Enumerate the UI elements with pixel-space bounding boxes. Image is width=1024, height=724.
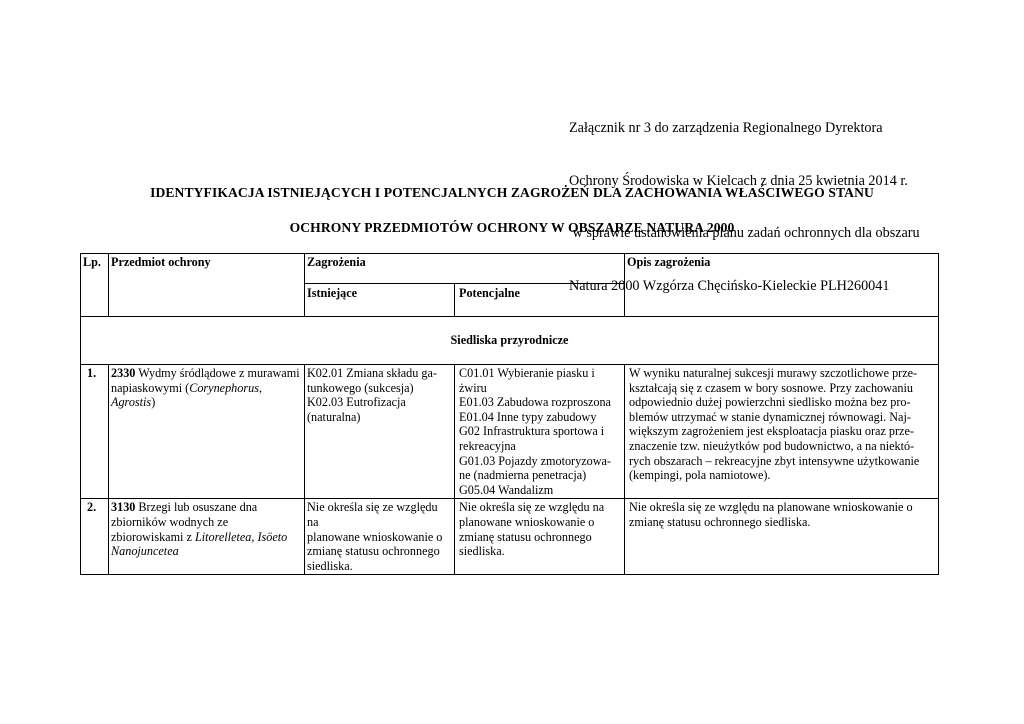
- threats-table: [80, 253, 939, 575]
- header-description: Opis zagrożenia: [625, 254, 939, 317]
- header-line: Ochrony Środowiska w Kielcach z dnia 25 kwietnia 2014 r.: [569, 172, 908, 189]
- description-line: blemów utrzymać w stanie dynamicznej równowagi. Naj-: [629, 409, 911, 424]
- potential-line: zmianę statusu ochronnego: [459, 529, 592, 544]
- table-row: [81, 365, 939, 499]
- description-line: (kempingi, pola namiotowe).: [629, 468, 771, 483]
- potential-line: planowane wnioskowanie o: [459, 514, 595, 529]
- habitat-name: Wydmy śródlądowe z murawami napiaskowymi (: [111, 366, 300, 395]
- header-line: Natura 2000 Wzgórza Chęcińsko-Kieleckie PLH260041: [569, 277, 890, 294]
- potential-line: G01.03 Pojazdy zmotoryzowa-: [459, 453, 611, 468]
- existing-line: K02.01 Zmiana składu ga-: [307, 366, 437, 380]
- existing-line: tunkowego (sukcesja): [307, 380, 414, 395]
- row-description: [625, 365, 939, 499]
- potential-line: C01.01 Wybieranie piasku i: [459, 366, 595, 380]
- potential-line: E01.03 Zabudowa rozproszona: [459, 395, 611, 410]
- header-existing: Istniejące: [305, 284, 455, 317]
- potential-line: rekreacyjna: [459, 438, 516, 453]
- potential-line: G02 Infrastruktura sportowa i: [459, 424, 605, 439]
- section-row: [81, 317, 939, 365]
- table-header-row: [81, 254, 939, 284]
- table-row: [81, 499, 939, 575]
- description-line: znaczenie tzw. nieużytków pod budownictwo, a na niektó-: [629, 438, 915, 453]
- existing-line: zmianę statusu ochronnego: [307, 544, 440, 559]
- habitat-code: 2330: [111, 366, 136, 380]
- habitat-name-latin: Litorelletea, Isöeto Nanojuncetea: [111, 529, 288, 559]
- header-potential: Potencjalne: [455, 284, 625, 317]
- existing-line: K02.03 Eutrofizacja: [307, 395, 406, 410]
- potential-line: G05.04 Wandalizm: [459, 482, 554, 497]
- description-line: kształcają się z czasem w bory sosnowe. Przy zachowaniu: [629, 380, 913, 395]
- row-existing: [305, 499, 455, 575]
- header-line: Załącznik nr 3 do zarządzenia Regionalnego Dyrektora: [569, 120, 883, 136]
- description-line: zmianę statusu ochronnego siedliska.: [629, 514, 811, 529]
- description-line: W wyniku naturalnej sukcesji murawy szczotlichowe prze-: [629, 366, 918, 380]
- row-description: [625, 499, 939, 575]
- document-title-line-1: IDENTYFIKACJA ISTNIEJĄCYCH I POTENCJALNYCH ZAGROŻEŃ DLA ZACHOWANIA WŁAŚCIWEGO STANU: [150, 185, 874, 200]
- potential-line: żwiru: [459, 380, 487, 395]
- row-subject: [109, 365, 305, 499]
- description-line: większym zagrożeniem jest eksploatacja piasku oraz prze-: [629, 424, 914, 439]
- potential-line: ne (nadmierna penetracja): [459, 468, 587, 483]
- row-potential: [455, 499, 625, 575]
- header-line: w sprawie ustanowienia planu zadań ochronnych dla obszaru: [569, 225, 920, 241]
- row-lp: 2.: [81, 499, 109, 575]
- existing-line: planowane wnioskowanie o: [307, 529, 443, 544]
- habitat-code: 3130: [111, 500, 136, 515]
- row-potential: [455, 365, 625, 499]
- existing-line: (naturalna): [307, 409, 361, 424]
- section-title: Siedliska przyrodnicze: [81, 317, 939, 365]
- existing-line: Nie określa się ze względu na: [307, 500, 438, 529]
- habitat-name-latin: Corynephorus, Agrostis: [111, 380, 262, 410]
- header-subject: Przedmiot ochrony: [109, 254, 305, 317]
- habitat-name-end: ): [151, 395, 156, 410]
- row-existing: [305, 365, 455, 499]
- description-line: odpowiednio dużej powierzchni siedlisko można bez pro-: [629, 395, 911, 410]
- document-title-line-2: OCHRONY PRZEDMIOTÓW OCHRONY W OBSZARZE NATURA 2000: [289, 220, 735, 235]
- potential-line: siedliska.: [459, 544, 505, 559]
- potential-line: Nie określa się ze względu na: [459, 500, 605, 515]
- potential-line: E01.04 Inne typy zabudowy: [459, 409, 597, 424]
- existing-line: siedliska.: [307, 558, 353, 573]
- header-threats: Zagrożenia: [305, 254, 625, 284]
- row-lp: 1.: [81, 365, 109, 499]
- habitat-name: Brzegi lub osuszane dna zbiorników wodnych ze zbiorowiskami z: [111, 500, 258, 544]
- description-line: Nie określa się ze względu na planowane wnioskowanie o: [629, 500, 913, 515]
- row-subject: [109, 499, 305, 575]
- description-line: rych obszarach – rekreacyjne zbyt intensywne użytkowanie: [629, 453, 920, 468]
- header-lp: Lp.: [81, 254, 109, 317]
